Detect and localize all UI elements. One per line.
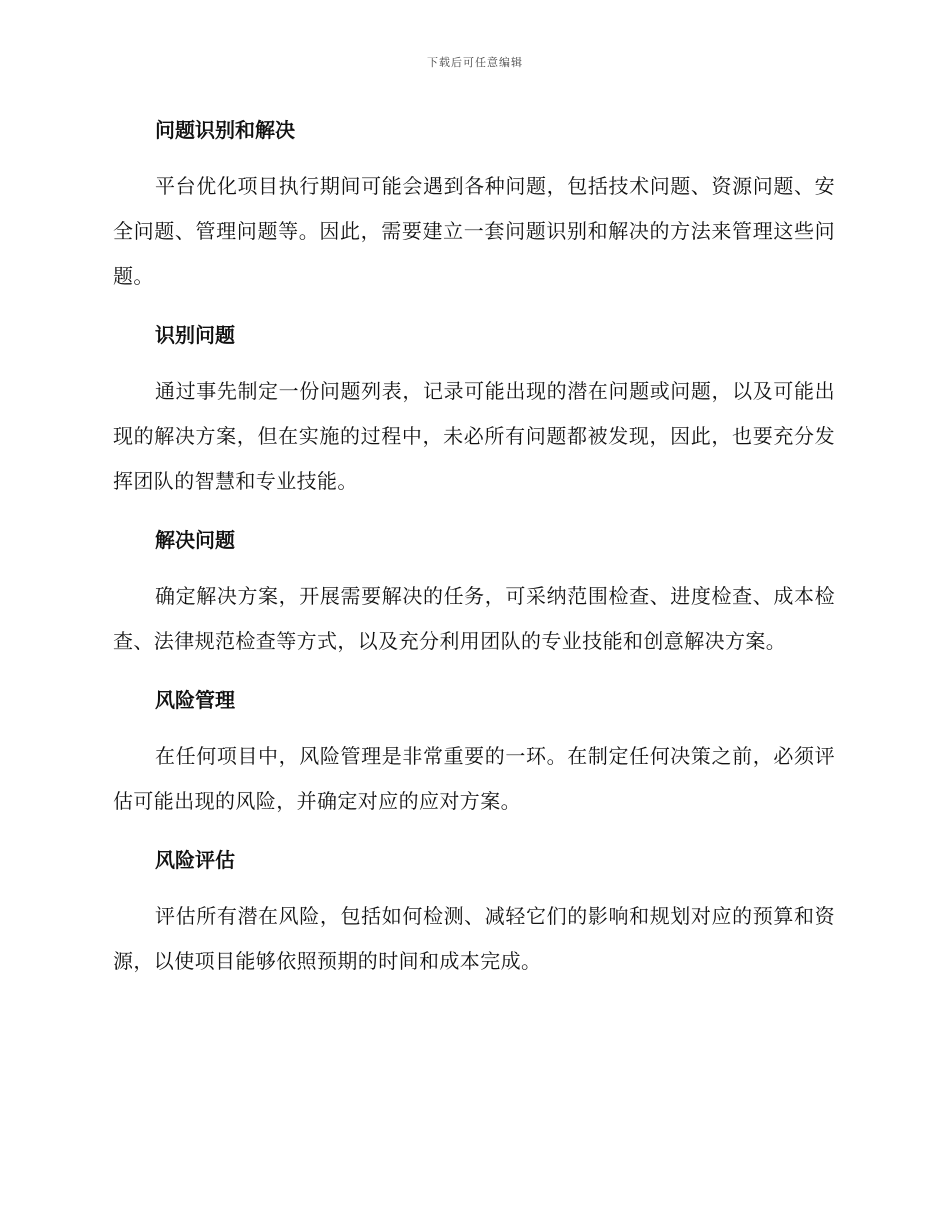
section-heading-risk-assessment: 风险评估 [155,848,235,872]
section-heading-solve-problems: 解决问题 [155,528,235,552]
section-paragraph-identify-problems: 通过事先制定一份问题列表，记录可能出现的潜在问题或问题，以及可能出现的解决方案，但在实施的过程中，未必所有问题都被发现，因此，也要充分发挥团队的智慧和专业技能。 [113,379,835,493]
section-heading-risk-management: 风险管理 [155,688,235,712]
document-body [113,108,835,998]
section-paragraph-solve-problems: 确定解决方案，开展需要解决的任务，可采纳范围检查、进度检查、成本检查、法律规范检查等方式，以及充分利用团队的专业技能和创意解决方案。 [113,584,835,653]
page-header-watermark: 下载后可任意编辑 [427,56,523,69]
section-paragraph-risk-assessment: 评估所有潜在风险，包括如何检测、减轻它们的影响和规划对应的预算和资源，以使项目能够依照预期的时间和成本完成。 [113,904,835,973]
section-paragraph-risk-management: 在任何项目中，风险管理是非常重要的一环。在制定任何决策之前，必须评估可能出现的风险，并确定对应的应对方案。 [113,744,835,813]
section-paragraph-problem-identification: 平台优化项目执行期间可能会遇到各种问题，包括技术问题、资源问题、安全问题、管理问题等。因此，需要建立一套问题识别和解决的方法来管理这些问题。 [113,174,835,288]
section-heading-identify-problems: 识别问题 [155,323,235,347]
section-heading-problem-identification: 问题识别和解决 [155,118,295,142]
